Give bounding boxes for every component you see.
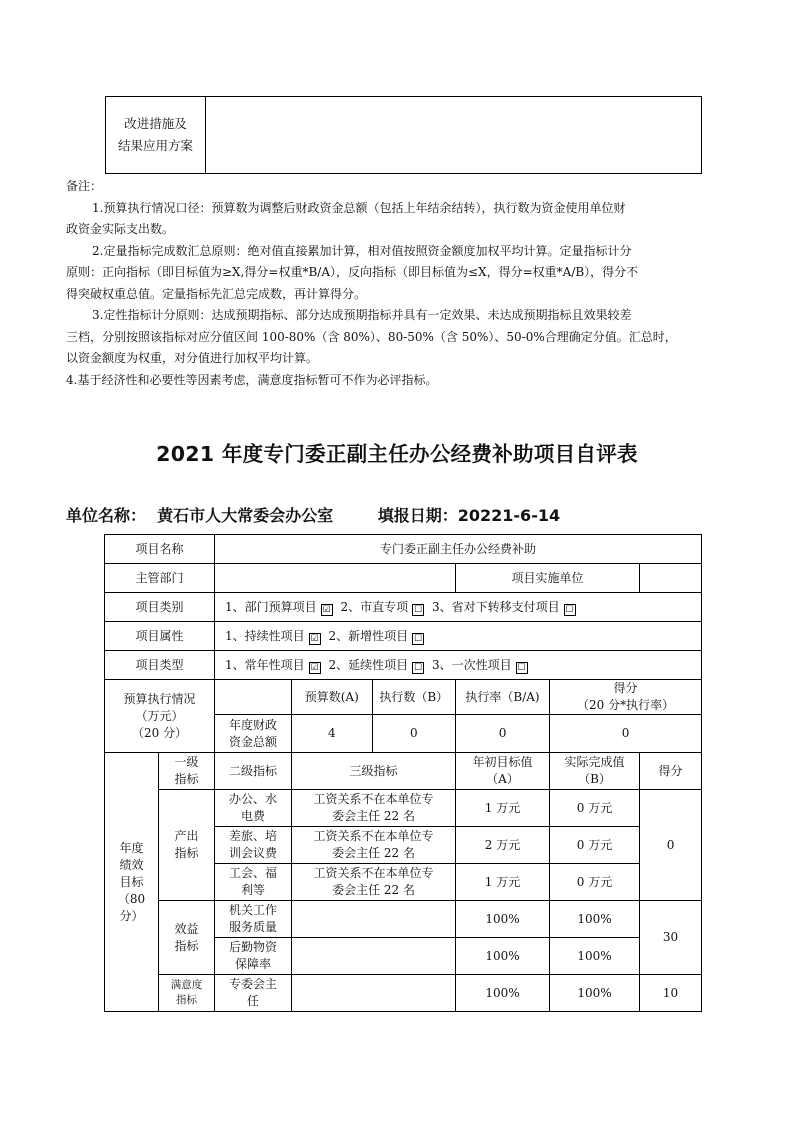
table-row — [105, 651, 702, 680]
benefit-actual: 100% — [550, 901, 640, 938]
output-score: 0 — [640, 790, 702, 901]
level3-header: 三级指标 — [292, 753, 456, 790]
unit-label: 单位名称： — [66, 506, 147, 525]
table-row — [105, 753, 702, 790]
budget-score-value: 0 — [550, 715, 702, 753]
level1-header: 一级 指标 — [159, 753, 215, 790]
improvement-table — [105, 96, 702, 174]
type-options — [215, 651, 702, 680]
impl-value — [640, 564, 702, 593]
checkbox-icon: ☐ — [517, 662, 526, 673]
type-option: 3、一次性项目 — [431, 657, 512, 672]
satisfaction-score: 10 — [640, 975, 702, 1012]
output-target: 1 万元 — [456, 864, 550, 901]
output-target: 1 万元 — [456, 790, 550, 827]
rate-value: 0 — [456, 715, 550, 753]
score-header: 得分 — [640, 753, 702, 790]
satisfaction-actual: 100% — [550, 975, 640, 1012]
dept-value — [215, 564, 456, 593]
budget-label: 预算执行情况 （万元） （20 分） — [105, 680, 215, 753]
output-l2: 办公、水 电费 — [215, 790, 292, 827]
checkbox-icon: ☐ — [414, 633, 423, 644]
output-actual: 0 万元 — [550, 827, 640, 864]
table-row — [105, 564, 702, 593]
notes-section — [66, 176, 730, 391]
dept-label: 主管部门 — [105, 564, 215, 593]
checkbox-checked-icon: ☑ — [322, 604, 331, 615]
satisfaction-target: 100% — [456, 975, 550, 1012]
note-line: 4.基于经济性和必要性等因素考虑，满意度指标暂可不作为必评指标。 — [66, 372, 438, 387]
output-l3: 工资关系不在本单位专 委会主任 22 名 — [292, 790, 456, 827]
improvement-label — [106, 97, 206, 174]
rate-col-header: 执行率（B/A) — [456, 680, 550, 715]
output-actual: 0 万元 — [550, 864, 640, 901]
note-line: 原则：正向指标（即目标值为≥X,得分=权重*B/A），反向指标（即目标值为≤X，得分=权重*A/B），得分不 — [66, 265, 639, 279]
note-line: 2.定量指标完成数汇总原则：绝对值直接累加计算，相对值按照资金额度加权平均计算。定量指标计分 — [92, 243, 632, 258]
note-line: 以资金额度为权重，对分值进行加权平均计算。 — [66, 351, 319, 365]
category-option: 1、部门预算项目 — [225, 599, 317, 614]
improvement-label-line2: 结果应用方案 — [117, 138, 193, 153]
note-line: 政资金实际支出数。 — [66, 222, 175, 236]
output-indicator-label: 产出 指标 — [159, 790, 215, 901]
table-row — [105, 975, 702, 1012]
checkbox-icon: ☐ — [414, 604, 423, 615]
category-options — [215, 593, 702, 622]
unit-value: 黄石市人大常委会办公室 — [157, 506, 334, 525]
note-line: 三档，分别按照该指标对应分值区间 100-80%（含 80%）、80-50%（含 50%）、50-0%合理确定分值。汇总时， — [66, 329, 677, 344]
level2-header: 二级指标 — [215, 753, 292, 790]
benefit-l2: 机关工作 服务质量 — [215, 901, 292, 938]
date-value: 20221-6-14 — [457, 506, 561, 525]
benefit-l2: 后勤物资 保障率 — [215, 938, 292, 975]
checkbox-icon: ☐ — [414, 662, 423, 673]
table-row — [105, 790, 702, 827]
budget-values: 4 0 — [292, 715, 456, 753]
satisfaction-l2: 专委会主 任 — [215, 975, 292, 1012]
improvement-content — [206, 97, 702, 174]
output-l3: 工资关系不在本单位专 委会主任 22 名 — [292, 864, 456, 901]
benefit-score: 30 — [640, 901, 702, 975]
budget-col-header: 预算数(A) 执行数（B） — [292, 680, 456, 715]
attr-options — [215, 622, 702, 651]
benefit-l3 — [292, 938, 456, 975]
checkbox-checked-icon: ☑ — [310, 633, 319, 644]
type-option: 1、常年性项目 — [225, 657, 305, 672]
project-name-label: 项目名称 — [105, 535, 215, 564]
table-row — [105, 593, 702, 622]
table-row — [105, 901, 702, 938]
budget-blank-header — [215, 680, 292, 715]
table-row — [105, 535, 702, 564]
performance-label: 年度 绩效 目标 （80 分） — [105, 753, 159, 1012]
category-option: 2、市直专项 — [340, 599, 409, 614]
output-actual: 0 万元 — [550, 790, 640, 827]
benefit-target: 100% — [456, 938, 550, 975]
notes-heading: 备注： — [66, 179, 103, 193]
satisfaction-l3 — [292, 975, 456, 1012]
output-l2: 差旅、培 训会议费 — [215, 827, 292, 864]
unit-date-line — [66, 503, 560, 526]
date-label: 填报日期： — [377, 506, 458, 525]
output-target: 2 万元 — [456, 827, 550, 864]
type-option: 2、延续性项目 — [328, 657, 409, 672]
project-name-value: 专门委正副主任办公经费补助 — [215, 535, 702, 564]
benefit-actual: 100% — [550, 938, 640, 975]
type-label: 项目类型 — [105, 651, 215, 680]
improvement-label-line1: 改进措施及 — [124, 116, 187, 131]
output-l3: 工资关系不在本单位专 委会主任 22 名 — [292, 827, 456, 864]
output-l2: 工会、福 利等 — [215, 864, 292, 901]
annual-fund-label: 年度财政 资金总额 — [215, 715, 292, 753]
attr-option: 2、新增性项目 — [328, 628, 409, 643]
category-option: 3、省对下转移支付项目 — [431, 599, 560, 614]
benefit-target: 100% — [456, 901, 550, 938]
benefit-indicator-label: 效益 指标 — [159, 901, 215, 975]
evaluation-table — [104, 534, 702, 1012]
note-line: 得突破权重总值。定量指标先汇总完成数，再计算得分。 — [66, 286, 367, 301]
attr-option: 1、持续性项目 — [225, 628, 305, 643]
note-line: 1.预算执行情况口径：预算数为调整后财政资金总额（包括上年结余结转），执行数为资金使用单位财 — [92, 200, 626, 215]
impl-label: 项目实施单位 — [456, 564, 640, 593]
category-label: 项目类别 — [105, 593, 215, 622]
score-col-header: 得分 （20 分*执行率） — [550, 680, 702, 715]
table-row — [105, 680, 702, 715]
page-title: 2021 年度专门委正副主任办公经费补助项目自评表 — [156, 442, 638, 466]
note-line: 3.定性指标计分原则：达成预期指标、部分达成预期指标并具有一定效果、未达成预期指标且效果较差 — [92, 308, 632, 322]
satisfaction-indicator-label: 满意度 指标 — [159, 975, 215, 1012]
checkbox-checked-icon: ☑ — [310, 662, 319, 673]
target-header: 年初目标值 （A） — [456, 753, 550, 790]
actual-header: 实际完成值 （B） — [550, 753, 640, 790]
benefit-l3 — [292, 901, 456, 938]
attr-label: 项目属性 — [105, 622, 215, 651]
table-row — [105, 622, 702, 651]
checkbox-icon: ☐ — [565, 604, 574, 615]
